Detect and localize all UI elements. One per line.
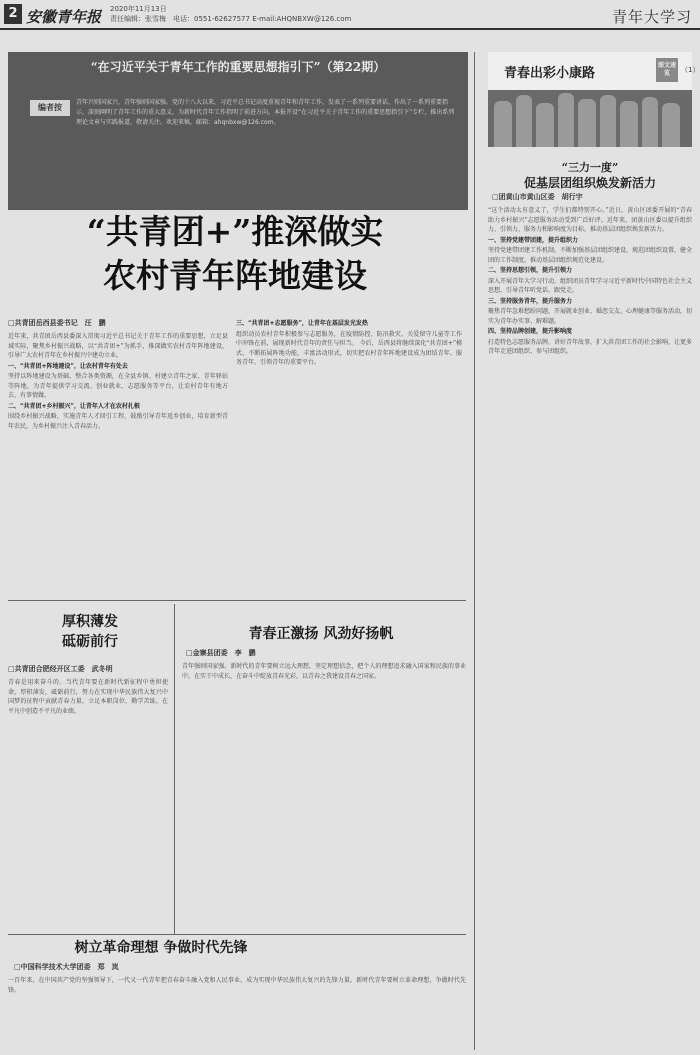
headline-line-1: “共青团+”推深做实 xyxy=(86,212,384,251)
article-1-title xyxy=(20,612,160,652)
page-header xyxy=(0,0,700,30)
page-number: 2 xyxy=(4,4,22,24)
right-title: 促基层团组织焕发新活力 xyxy=(523,176,656,190)
main-subheading-1: 一、“共青团+阵地建设”，让农村青年有处去 xyxy=(8,362,128,370)
article-2-title: 青春正激扬 风劲好扬帆 xyxy=(248,626,394,642)
divider xyxy=(174,604,175,934)
series-banner xyxy=(8,52,468,210)
editor-note-tag: 编者按 xyxy=(30,100,70,116)
right-byline: □团黄山市黄山区委 胡行宇 xyxy=(492,193,583,201)
main-paragraph-5: 今后，岳西县将继续深化“共青团+”模式，不断拓展阵地功能，丰富活动形式，切实把农村青年阵地建设成为团结青年、服务青年、引领青年的重要平台。 xyxy=(236,340,462,366)
photo-banner xyxy=(488,52,700,147)
column-divider xyxy=(474,52,475,1050)
right-paragraph-3: 聚焦青年急难愁盼问题，开展就业创业、婚恋交友、心理健康等服务活动，切实为青年办实事、解难题。 xyxy=(488,308,693,325)
right-kicker: “三力一度” xyxy=(561,161,619,174)
main-subheading-3: 三、“共青团+志愿服务”，让青年在基层发光发热 xyxy=(236,320,368,327)
right-paragraph-2: 深入开展青年大学习行动，组织团员青年学习习近平新时代中国特色社会主义思想，引导青年听党话、跟党走。 xyxy=(488,277,693,294)
header-meta xyxy=(110,4,351,24)
divider xyxy=(8,934,466,935)
article-1-title-line-2: 砥砺前行 xyxy=(62,634,118,650)
article-3-title: 树立革命理想 争做时代先锋 xyxy=(74,940,248,956)
article-3-byline: □中国科学技术大学团委 郑 岚 xyxy=(14,963,119,971)
right-paragraph-4: 打造特色志愿服务品牌，讲好青年故事，扩大共青团工作的社会影响，让更多青年走进团组织、参与团组织。 xyxy=(488,338,693,355)
main-column-2 xyxy=(236,318,462,594)
right-subheading-1: 一、坚持党建带团建，提升组织力 xyxy=(488,236,579,244)
main-paragraph-4: 组织动员农村青年积极参与志愿服务，在疫情防控、防汛救灾、关爱留守儿童等工作中冲锋在前，展现新时代青年的责任与担当。 xyxy=(236,330,462,347)
main-paragraph-3: 围绕乡村振兴战略，实施青年人才回引工程，鼓励引导青年返乡创业，培育新型青年农民，为乡村振兴注入青春活力。 xyxy=(8,413,228,430)
newspaper-masthead: 安徽青年报 xyxy=(26,8,102,26)
article-1-title-line-1: 厚积薄发 xyxy=(62,614,118,630)
main-paragraph-2: 坚持以阵地建设为基础，整合各类资源，在全县乡镇、村建立青年之家、青年驿站等阵地，为青年提供学习交流、创业就业、志愿服务等平台，让农村青年有地方去、有事情做。 xyxy=(8,373,228,399)
right-subheading-3: 三、坚持服务青年，提升服务力 xyxy=(488,297,573,305)
right-body xyxy=(488,206,692,1050)
divider xyxy=(8,600,466,601)
right-paragraph-1: 坚持党建带团建工作机制，不断加强基层团组织建设，规范团组织设置，健全团的工作制度，推动基层团组织规范化建设。 xyxy=(488,247,693,264)
main-headline xyxy=(30,210,440,298)
right-intro: “这个活动太有意义了，学生们都特别开心。”近日，黄山区团委开展的“青春助力乡村振兴”志愿服务活动受到广泛好评。近年来，团黄山区委以提升组织力、引领力、服务力和影响度为目标，推动基层团组织焕发新活力。 xyxy=(488,207,692,233)
main-byline: □共青团岳西县委书记 汪 鹏 xyxy=(8,319,106,327)
main-column-1 xyxy=(8,332,228,594)
editor-contact: 责任编辑：张雪梅 电话：0551-62627577 E-mail:AHQNBXW@126.com xyxy=(110,15,352,23)
article-1-body: 青春是用来奋斗的。当代青年要在新时代新征程中勇担使命，厚积薄发，砥砺前行，努力在实现中华民族伟大复兴中国梦的征程中贡献青春力量。立足本职岗位，勤学苦练，在平凡中创造不平凡的业绩。 xyxy=(8,679,168,715)
section-title: 青年大学习 xyxy=(611,8,692,26)
banner-tag: 图文速览 xyxy=(656,58,678,82)
banner-header xyxy=(488,52,700,90)
editor-note-text: 青年兴则国家兴，青年强则国家强。党的十八大以来，习近平总书记高度重视青年和青年工作，发表了一系列重要讲话，作出了一系列重要指示，深刻阐明了青年工作的重大意义，为新时代青年工作指明了前进方向。本报开设“在习近平关于青年工作的重要思想指引下”专栏，推出系列理论文章与实践报道，敬请关注。欢迎来稿，邮箱：ahqnbxw@126.com。 xyxy=(76,99,455,126)
right-subheading-2: 二、坚持思想引领，提升引领力 xyxy=(488,267,573,274)
article-3-body: 一百年来，在中国共产党的坚强领导下，一代又一代青年把青春奋斗融入党和人民事业，成为实现中华民族伟大复兴的先锋力量。新时代青年要树立革命理想，争做时代先锋。 xyxy=(8,977,466,994)
right-column xyxy=(478,52,700,1055)
issue-date: 2020年11月13日 xyxy=(110,5,167,13)
article-2-byline: □金寨县团委 李 鹏 xyxy=(186,649,256,657)
article-1-byline: □共青团合肥经开区工委 武冬明 xyxy=(8,665,113,673)
banner-title: 青春出彩小康路 xyxy=(504,66,596,81)
article-2-body: 青年强则国家强。新时代的青年要树立远大理想，坚定理想信念，把个人的理想追求融入国家和民族的事业中，在实干中成长，在奋斗中绽放青春光彩，以青春之我建设青春之国家。 xyxy=(182,663,466,680)
main-paragraph-1: 近年来，共青团岳西县委深入贯彻习近平总书记关于青年工作的重要思想，立足县域实际，聚焦乡村振兴战略，以“共青团+”为抓手，推深做实农村青年阵地建设，引导广大农村青年在乡村振兴中建功立业。 xyxy=(8,333,228,359)
banner-number: （1） xyxy=(681,66,700,74)
headline-line-2: 农村青年阵地建设 xyxy=(103,256,367,295)
series-title: “在习近平关于青年工作的重要思想指引下”（第22期） xyxy=(90,60,386,74)
main-subheading-2: 二、“共青团+乡村振兴”，让青年人才在农村扎根 xyxy=(8,402,140,410)
right-subheading-4: 四、坚持品牌创建，提升影响度 xyxy=(488,328,573,335)
